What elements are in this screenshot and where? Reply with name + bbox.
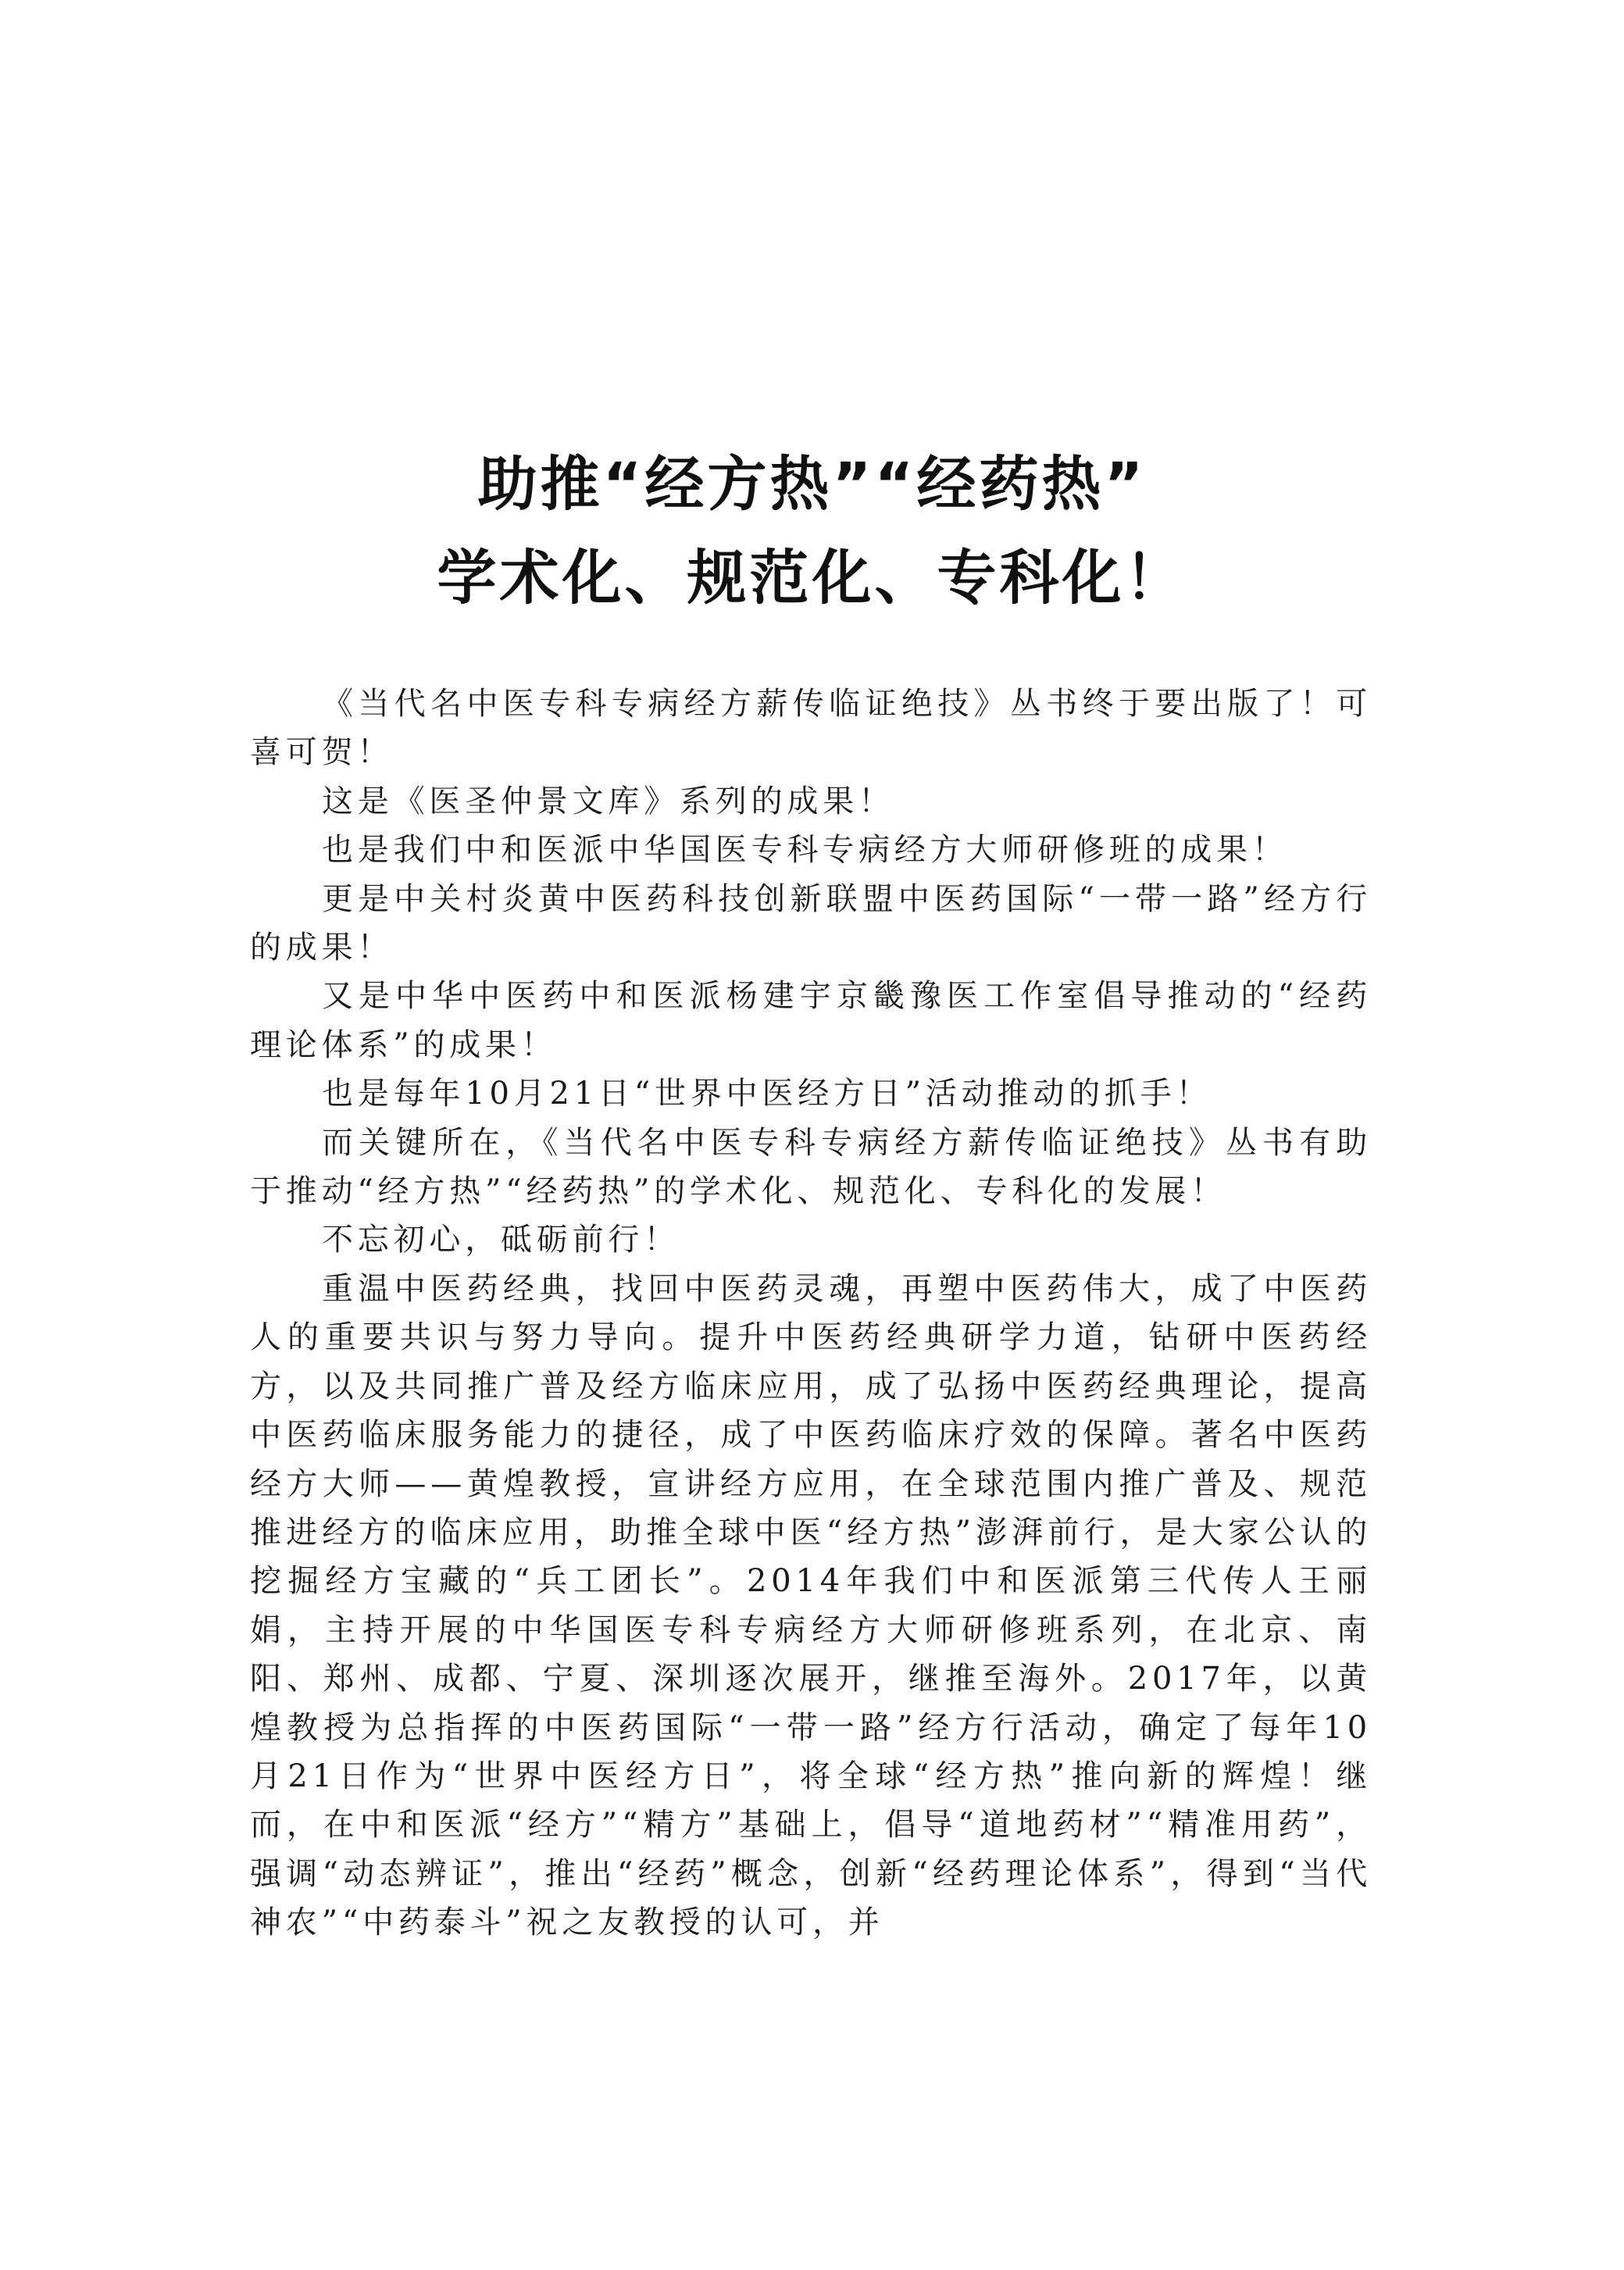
paragraph: 又是中华中医药中和医派杨建宇京畿豫医工作室倡导推动的“经药理论体系”的成果！: [250, 978, 1372, 1063]
body-text: [250, 680, 1372, 1947]
paragraph: 《当代名中医专科专病经方薪传临证绝技》丛书终于要出版了！可喜可贺！: [250, 686, 1372, 771]
paragraph: 也是每年10月21日“世界中医经方日”活动推动的抓手！: [322, 1076, 1212, 1112]
paragraph: 不忘初心，砥砺前行！: [322, 1222, 680, 1258]
title-line-2: 学术化、规范化、专科化！: [437, 543, 1187, 612]
paragraph: 而关键所在，《当代名中医专科专病经方薪传临证绝技》丛书有助于推动“经方热”“经药热”的学术化、规范化、专科化的发展！: [250, 1124, 1372, 1210]
paragraph: 也是我们中和医派中华国医专科专病经方大师研修班的成果！: [322, 832, 1288, 869]
paragraph: 重温中医药经典，找回中医药灵魂，再塑中医药伟大，成了中医药人的重要共识与努力导向。提升中医药经典研学力道，钻研中医药经方，以及共同推广普及经方临床应用，成了弘扬中医药经典理论，提高中医药临床服务能力的捷径，成了中医药临床疗效的保障。著名中医药经方大师——黄煌教授，宣讲经方应用，在全球范围内推广普及、规范推进经方的临床应用，助推全球中医“经方热”澎湃前行，是大家公认的挖掘经方宝藏的“兵工团长”。2014年我们中和医派第三代传人王丽娟，主持开展的中华国医专科专病经方大师研修班系列，在北京、南阳、郑州、成都、宁夏、深圳逐次展开，继推至海外。2017年，以黄煌教授为总指挥的中医药国际“一带一路”经方行活动，确定了每年10月21日作为“世界中医经方日”，将全球“经方热”推向新的辉煌！继而，在中和医派“经方”“精方”基础上，倡导“道地药材”“精准用药”，强调“动态辨证”，推出“经药”概念，创新“经药理论体系”，得到“当代神农”“中药泰斗”祝之友教授的认可，并: [250, 1270, 1372, 1941]
paragraph: 更是中关村炎黄中医药科技创新联盟中医药国际“一带一路”经方行的成果！: [250, 880, 1372, 966]
paragraph: 这是《医圣仲景文库》系列的成果！: [322, 783, 894, 819]
title-line-1: 助推“经方热”“经药热”: [477, 449, 1147, 519]
page-title: [0, 437, 1624, 625]
